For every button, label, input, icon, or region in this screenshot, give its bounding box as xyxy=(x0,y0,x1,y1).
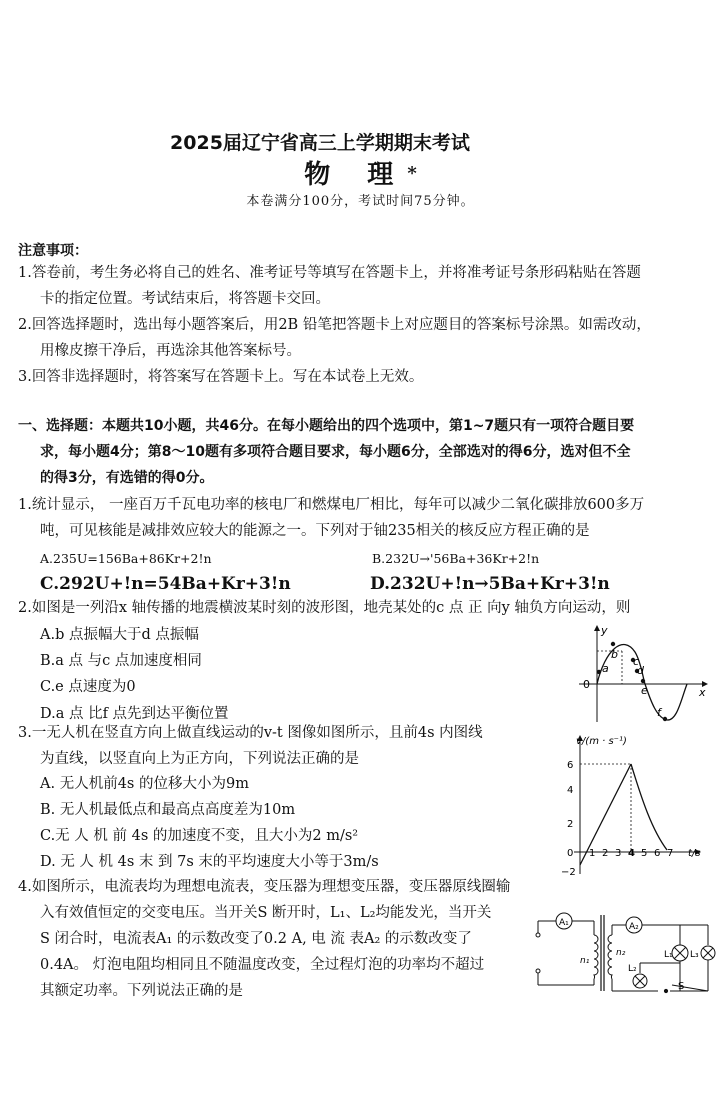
q2-option-b: B.a 点 与c 点加速度相同 xyxy=(40,653,202,669)
vt-curve-segment xyxy=(631,764,667,850)
question-4-stem: 其额定功率。下列说法正确的是 xyxy=(40,983,243,999)
label-a1: A₁ xyxy=(559,918,569,928)
label-a: a xyxy=(602,662,609,675)
label-n1: n₁ xyxy=(580,956,590,966)
x-tick: 5 xyxy=(641,848,648,859)
notice-heading: 注意事项： xyxy=(18,243,88,259)
label-b: b xyxy=(611,648,618,661)
label-d: d xyxy=(637,664,644,677)
wave-figure xyxy=(575,622,715,724)
point-a xyxy=(597,670,601,674)
notice-line: 2.回答选择题时，选出每小题答案后，用2B 铅笔把答题卡上对应题目的答案标号涂黑。如需改动， xyxy=(18,317,651,333)
x-tick: 6 xyxy=(654,848,661,859)
question-1-stem: 1.统计显示， 一座百万千瓦电功率的核电厂和燃煤电厂相比，每年可以减少二氧化碳排放600多万 xyxy=(18,497,645,513)
exam-info: 本卷满分100分，考试时间75分钟。 xyxy=(246,194,475,209)
point-f xyxy=(663,717,667,721)
label-y: y xyxy=(601,624,608,637)
label-e: e xyxy=(641,684,648,697)
question-1-stem: 吨，可见核能是减排效应较大的能源之一。下列对于铀235相关的核反应方程正确的是 xyxy=(40,523,590,539)
x-tick: 2 xyxy=(602,848,609,859)
question-2-stem: 2.如图是一列沿x 轴传播的地震横波某时刻的波形图，地壳某处的c 点 正 向y 轴负方向运动，则 xyxy=(18,600,631,616)
q1-option-c: C.292U+!n=54Ba+Kr+3!n xyxy=(40,574,291,594)
label-origin: 0 xyxy=(583,678,590,691)
q1-option-d: D.232U+!n→5Ba+Kr+3!n xyxy=(370,574,610,594)
y-tick-neg2: −2 xyxy=(561,867,576,878)
question-4-stem: S 闭合时，电流表A₁ 的示数改变了0.2 A, 电 流 表A₂ 的示数改变了 xyxy=(40,931,472,947)
q1-option-b: B.232U→'56Ba+36Kr+2!n xyxy=(372,551,540,566)
exam-title: 2025届辽宁省高三上学期期末考试 xyxy=(170,132,470,154)
y-tick-4: 4 xyxy=(567,785,574,796)
label-f: f xyxy=(657,706,661,719)
subject-name: 物 理 xyxy=(304,160,408,190)
transformer-circuit xyxy=(530,905,716,997)
label-a2: A₂ xyxy=(629,922,639,932)
q2-option-d: D.a 点 比f 点先到达平衡位置 xyxy=(40,706,229,722)
label-x: x xyxy=(699,686,706,699)
label-l2: L₂ xyxy=(628,964,637,974)
x-tick: 4 xyxy=(628,848,635,859)
question-4-stem: 4.如图所示，电流表均为理想电流表，变压器为理想变压器，变压器原线圈输 xyxy=(18,879,511,895)
label-c: c xyxy=(633,655,640,668)
question-4-stem: 0.4A。 灯泡电阻均相同且不随温度改变，全过程灯泡的功率均不超过 xyxy=(40,957,485,973)
question-3-stem: 为直线，以竖直向上为正方向，下列说法正确的是 xyxy=(40,751,359,767)
label-n2: n₂ xyxy=(616,948,626,958)
y-axis-label: v/(m · s⁻¹) xyxy=(576,736,627,747)
y-tick-6: 6 xyxy=(567,760,574,771)
q3-option-d: D. 无 人 机 4s 末 到 7s 末的平均速度大小等于3m/s xyxy=(40,854,379,870)
label-l3: L₃ xyxy=(690,950,699,960)
x-tick: 1 xyxy=(589,848,596,859)
notice-line: 3.回答非选择题时，将答案写在答题卡上。写在本试卷上无效。 xyxy=(18,369,424,385)
notice-line: 卡的指定位置。考试结束后，将答题卡交回。 xyxy=(40,291,330,307)
point-e xyxy=(641,679,645,683)
section-heading: 的得3分，有选错的得0分。 xyxy=(40,470,214,486)
vt-graph xyxy=(560,730,712,880)
subject-title xyxy=(0,154,721,191)
x-tick: 7 xyxy=(667,848,674,859)
y-tick-0: 0 xyxy=(567,848,574,859)
q3-option-c: C.无 人 机 前 4s 的加速度不变，且大小为2 m/s² xyxy=(40,828,359,844)
q1-option-a: A.235U=156Ba+86Kr+2!n xyxy=(40,551,212,566)
label-switch: S xyxy=(678,981,685,992)
section-heading: 一、选择题：本题共10小题，共46分。在每小题给出的四个选项中，第1~7题只有一项符合题目要 xyxy=(18,418,635,434)
subject-mark: * xyxy=(407,163,417,184)
point-b xyxy=(611,642,615,646)
primary-coil xyxy=(594,935,598,979)
q2-option-a: A.b 点振幅大于d 点振幅 xyxy=(40,627,199,643)
y-tick-2: 2 xyxy=(567,819,574,830)
question-3-stem: 3.一无人机在竖直方向上做直线运动的v-t 图像如图所示，且前4s 内图线 xyxy=(18,725,483,741)
q2-option-c: C.e 点速度为0 xyxy=(40,679,136,695)
secondary-coil xyxy=(608,935,612,979)
x-axis-label: t/s xyxy=(688,848,701,859)
label-l1: L₁ xyxy=(664,950,673,960)
q3-option-b: B. 无人机最低点和最高点高度差为10m xyxy=(40,802,296,818)
x-tick: 3 xyxy=(615,848,622,859)
question-4-stem: 入有效值恒定的交变电压。当开关S 断开时，L₁、L₂均能发光，当开关 xyxy=(40,905,492,921)
notice-line: 用橡皮擦干净后，再选涂其他答案标号。 xyxy=(40,343,301,359)
section-heading: 求，每小题4分；第8～10题有多项符合题目要求，每小题6分，全部选对的得6分，选对但不全 xyxy=(40,444,631,460)
q3-option-a: A. 无人机前4s 的位移大小为9m xyxy=(40,776,249,792)
notice-line: 1.答卷前，考生务必将自己的姓名、准考证号等填写在答题卡上，并将准考证号条形码粘贴在答题 xyxy=(18,265,641,281)
